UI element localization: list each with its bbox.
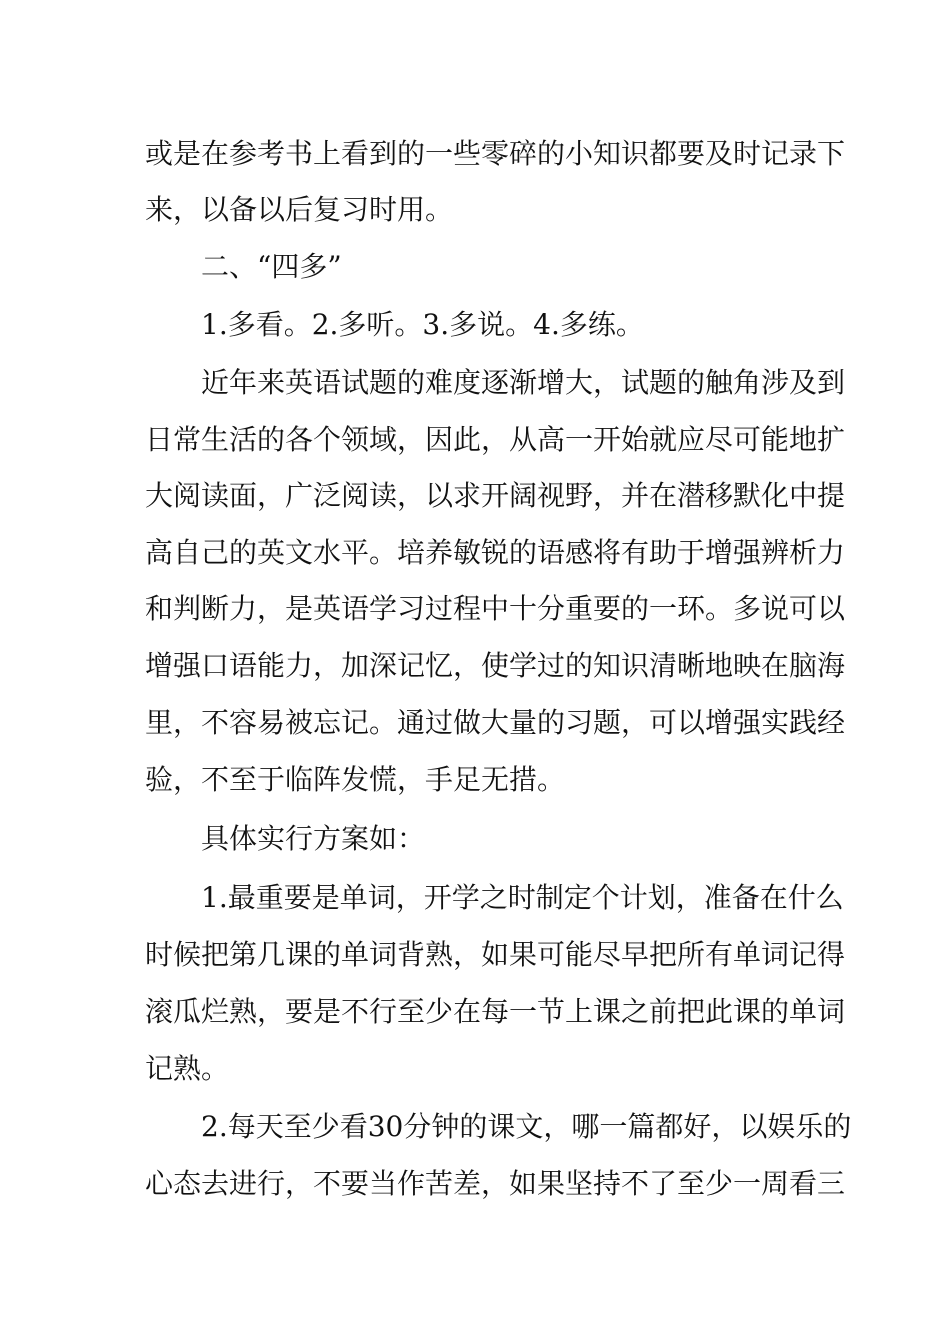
text-line: 记熟。 <box>145 1052 230 1085</box>
text-line: 和判断力，是英语学习过程中十分重要的一环。多说可以 <box>145 592 846 625</box>
text-line: 里，不容易被忘记。通过做大量的习题，可以增强实践经 <box>145 706 846 739</box>
text-line: 高自己的英文水平。培养敏锐的语感将有助于增强辨析力 <box>145 536 846 569</box>
text-line: 来，以备以后复习时用。 <box>145 193 454 226</box>
text-line: 大阅读面，广泛阅读，以求开阔视野，并在潜移默化中提 <box>145 479 846 512</box>
text-line: 日常生活的各个领域，因此，从高一开始就应尽可能地扩 <box>145 423 846 456</box>
paragraph-start-line: 近年来英语试题的难度逐渐增大，试题的触角涉及到 <box>201 366 846 399</box>
section-heading: 二、“四多” <box>201 250 342 283</box>
paragraph-start-line: 1.最重要是单词，开学之时制定个计划，准备在什么 <box>201 881 844 914</box>
text-line: 滚瓜烂熟，要是不行至少在每一节上课之前把此课的单词 <box>145 995 846 1028</box>
text-line: 1.多看。2.多听。3.多说。4.多练。 <box>201 308 644 341</box>
paragraph-start-line: 2.每天至少看30分钟的课文，哪一篇都好，以娱乐的 <box>201 1110 852 1143</box>
text-line: 或是在参考书上看到的一些零碎的小知识都要及时记录下 <box>145 137 846 170</box>
text-line: 验，不至于临阵发慌，手足无措。 <box>145 763 566 796</box>
text-line: 时候把第几课的单词背熟，如果可能尽早把所有单词记得 <box>145 938 846 971</box>
text-line: 心态去进行，不要当作苦差，如果坚持不了至少一周看三 <box>145 1167 846 1200</box>
paragraph-start-line: 具体实行方案如： <box>201 822 426 855</box>
text-line: 增强口语能力，加深记忆，使学过的知识清晰地映在脑海 <box>145 649 846 682</box>
